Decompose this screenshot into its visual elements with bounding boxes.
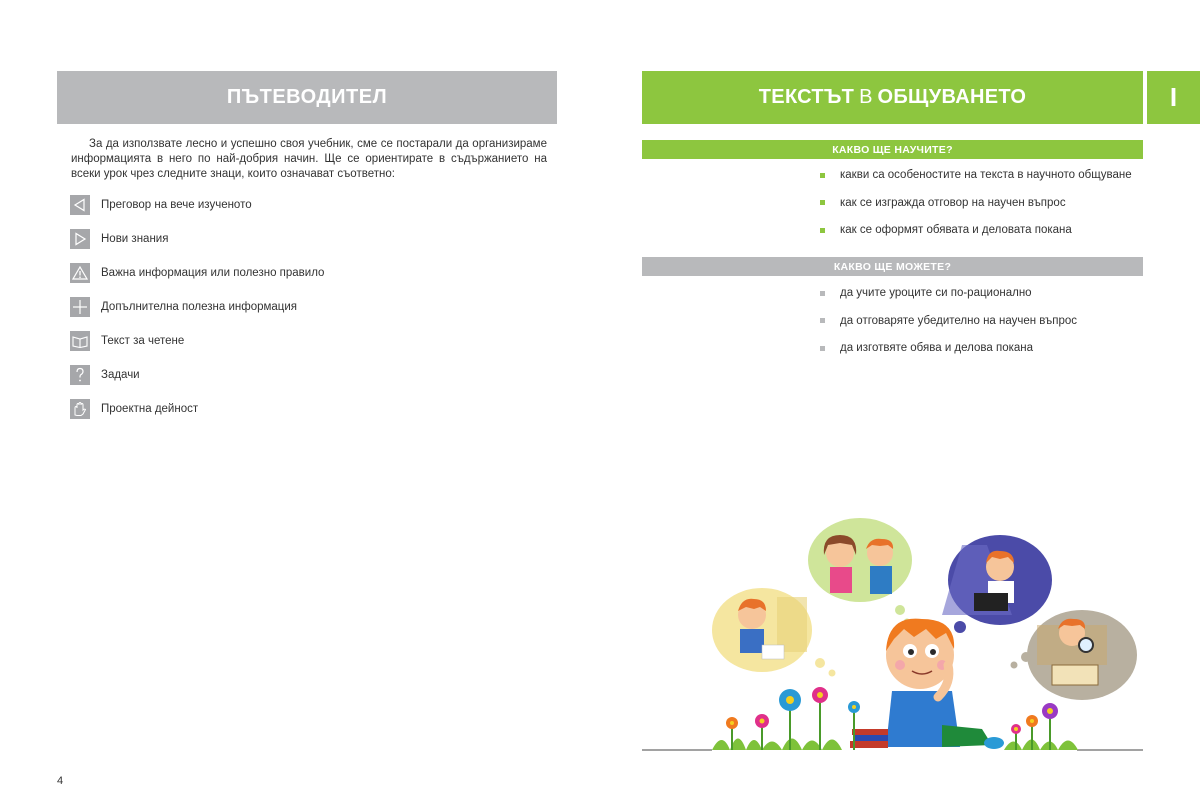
legend-item-important — [70, 263, 324, 283]
page-number: 4 — [57, 775, 64, 787]
chapter-title-part1: ТЕКСТЪТ — [758, 86, 855, 108]
thought-bubble-research — [1011, 610, 1138, 700]
thought-bubble-computer — [942, 535, 1052, 643]
legend-label: Текст за четене — [101, 335, 185, 347]
children-thinking-illustration — [642, 515, 1143, 755]
legend-label: Проектна дейност — [101, 403, 199, 415]
bullet-square-icon — [820, 291, 825, 296]
hands-icon — [70, 399, 90, 419]
list-item — [820, 223, 1132, 237]
legend-item-reading — [70, 331, 324, 351]
legend-label: Задачи — [101, 369, 140, 381]
legend-label: Допълнителна полезна информация — [101, 301, 298, 313]
list-item — [820, 286, 1077, 300]
main-boy — [886, 619, 1004, 749]
legend-label: Преговор на вече изученото — [101, 199, 252, 211]
plus-icon — [70, 297, 90, 317]
intro-paragraph: За да използвате лесно и успешно своя учебник, сме се постарали да организираме информацията в него по най-добрия начин. Ще се ориентирате в съдържанието на всеки урок чрез следните знаци, които означават съответно: — [71, 138, 547, 180]
chapter-number: I — [1169, 82, 1178, 112]
question-icon — [70, 365, 90, 385]
list-item-text: какви са особеностите на текста в научното общуване — [840, 169, 1132, 181]
guide-header — [57, 71, 557, 124]
triangle-right-icon — [70, 229, 90, 249]
section-learn-header — [642, 140, 1143, 159]
bullet-square-icon — [820, 228, 825, 233]
list-item-text: как се оформят обявата и деловата покана — [840, 224, 1072, 236]
books-stack — [850, 729, 888, 748]
section-can-header — [642, 257, 1143, 276]
chapter-title-part2: В — [859, 86, 873, 108]
chapter-title-part3: ОБЩУВАНЕТО — [877, 86, 1027, 108]
open-book-icon — [70, 331, 90, 351]
list-item — [820, 168, 1132, 182]
list-item — [820, 196, 1132, 210]
legend-item-project — [70, 399, 324, 419]
list-item — [820, 341, 1077, 355]
warning-icon — [70, 263, 90, 283]
can-list — [820, 286, 1077, 369]
chapter-number-tab — [1147, 71, 1200, 124]
guide-title: ПЪТЕВОДИТЕЛ — [226, 86, 388, 108]
list-item-text: да отговаряте убедително на научен въпрос — [840, 314, 1077, 327]
legend-label: Нови знания — [101, 233, 169, 245]
list-item-text: да изготвяте обява и делова покана — [840, 342, 1034, 354]
bullet-square-icon — [820, 346, 825, 351]
flowers-left — [712, 687, 860, 750]
legend-label: Важна информация или полезно правило — [101, 267, 325, 279]
bullet-square-icon — [820, 318, 825, 323]
bullet-square-icon — [820, 200, 825, 205]
bullet-square-icon — [820, 173, 825, 178]
list-item-text: да учите уроците си по-рационално — [840, 287, 1032, 299]
triangle-left-icon — [70, 195, 90, 215]
section-learn-title: КАКВО ЩЕ НАУЧИТЕ? — [832, 143, 953, 156]
legend-item-tasks — [70, 365, 324, 385]
list-item — [820, 314, 1077, 328]
flowers-right — [1004, 703, 1078, 750]
legend-item-new-knowledge — [70, 229, 324, 249]
thought-bubble-friends — [808, 518, 912, 626]
thought-bubble-writing — [712, 588, 836, 677]
legend-item-additional — [70, 297, 324, 317]
learn-list — [820, 168, 1132, 251]
legend-item-review — [70, 195, 324, 215]
list-item-text: как се изгражда отговор на научен въпрос — [840, 196, 1066, 209]
section-can-title: КАКВО ЩЕ МОЖЕТЕ? — [833, 260, 952, 273]
chapter-header — [642, 71, 1143, 124]
legend-list — [70, 195, 324, 433]
